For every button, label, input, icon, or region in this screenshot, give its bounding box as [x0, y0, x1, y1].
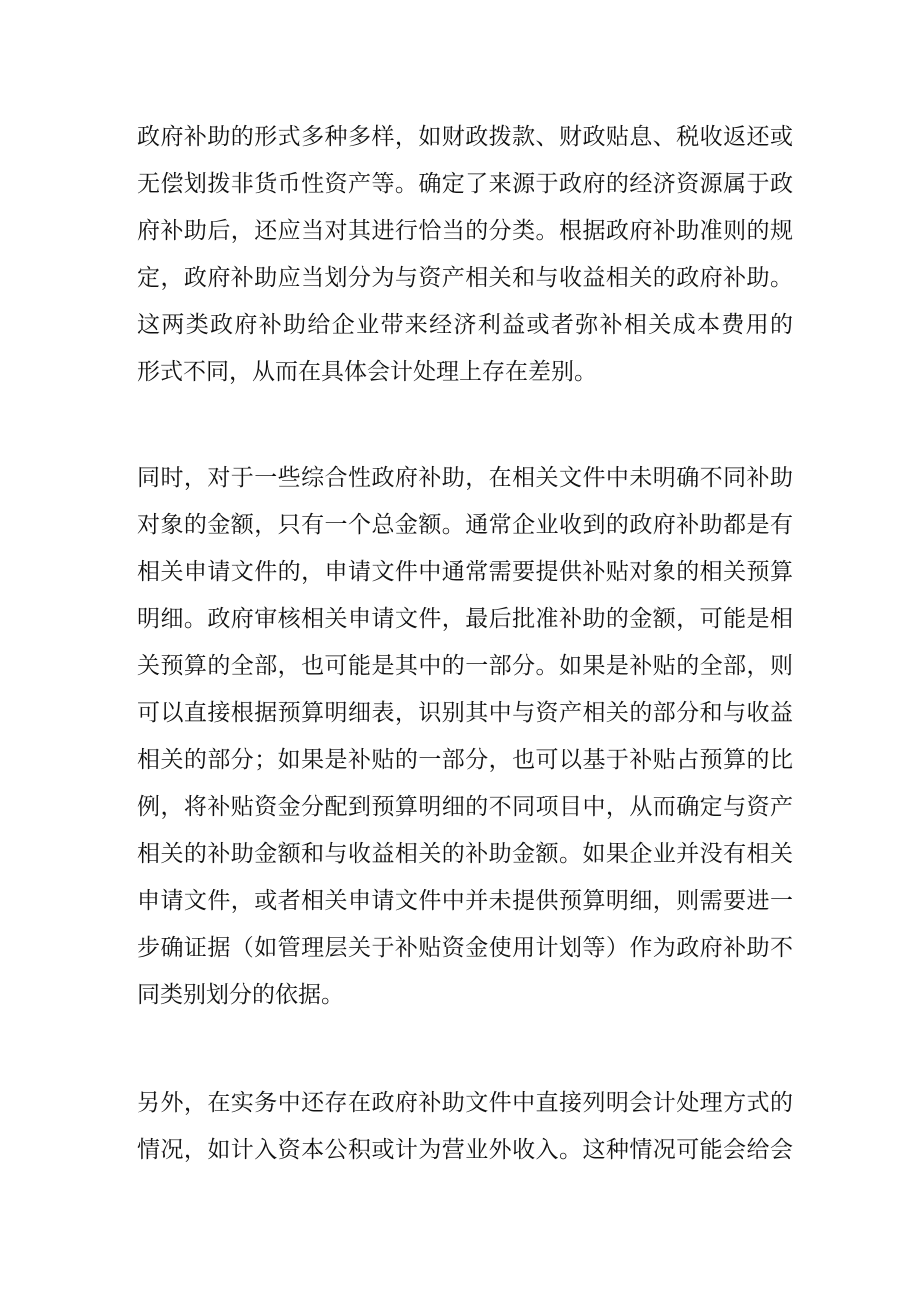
text-line: 可以直接根据预算明细表，识别其中与资产相关的部分和与收益 [137, 700, 793, 726]
text-line: 同类别划分的依据。 [137, 982, 344, 1008]
text-line: 这两类政府补助给企业带来经济利益或者弥补相关成本费用的 [137, 312, 793, 338]
paragraph-forms-of-government-grants [137, 114, 793, 396]
text-line: 例，将补贴资金分配到预算明细的不同项目中，从而确定与资产 [137, 794, 793, 820]
text-line: 形式不同，从而在具体会计处理上存在差别。 [137, 359, 597, 385]
text-line: 对象的金额，只有一个总金额。通常企业收到的政府补助都是有 [137, 512, 793, 538]
text-line: 同时，对于一些综合性政府补助，在相关文件中未明确不同补助 [137, 465, 793, 491]
paragraph-accounting-treatment [137, 1080, 793, 1174]
paragraph-comprehensive-grants [137, 455, 793, 1019]
text-line: 另外，在实务中还存在政府补助文件中直接列明会计处理方式的 [137, 1090, 793, 1116]
text-line: 无偿划拨非货币性资产等。确定了来源于政府的经济资源属于政 [137, 171, 793, 197]
text-line: 相关的部分；如果是补贴的一部分，也可以基于补贴占预算的比 [137, 747, 793, 773]
text-line: 相关申请文件的，申请文件中通常需要提供补贴对象的相关预算 [137, 559, 793, 585]
text-line: 情况，如计入资本公积或计为营业外收入。这种情况可能会给会 [137, 1137, 793, 1163]
text-line: 相关的补助金额和与收益相关的补助金额。如果企业并没有相关 [137, 841, 793, 867]
text-line: 定，政府补助应当划分为与资产相关和与收益相关的政府补助。 [137, 265, 793, 291]
text-line: 府补助后，还应当对其进行恰当的分类。根据政府补助准则的规 [137, 218, 793, 244]
text-line: 政府补助的形式多种多样，如财政拨款、财政贴息、税收返还或 [137, 124, 793, 150]
text-line: 关预算的全部，也可能是其中的一部分。如果是补贴的全部，则 [137, 653, 793, 679]
text-line: 申请文件，或者相关申请文件中并未提供预算明细，则需要进一 [137, 888, 793, 914]
text-line: 明细。政府审核相关申请文件，最后批准补助的金额，可能是相 [137, 606, 793, 632]
text-line: 步确证据（如管理层关于补贴资金使用计划等）作为政府补助不 [137, 935, 793, 961]
